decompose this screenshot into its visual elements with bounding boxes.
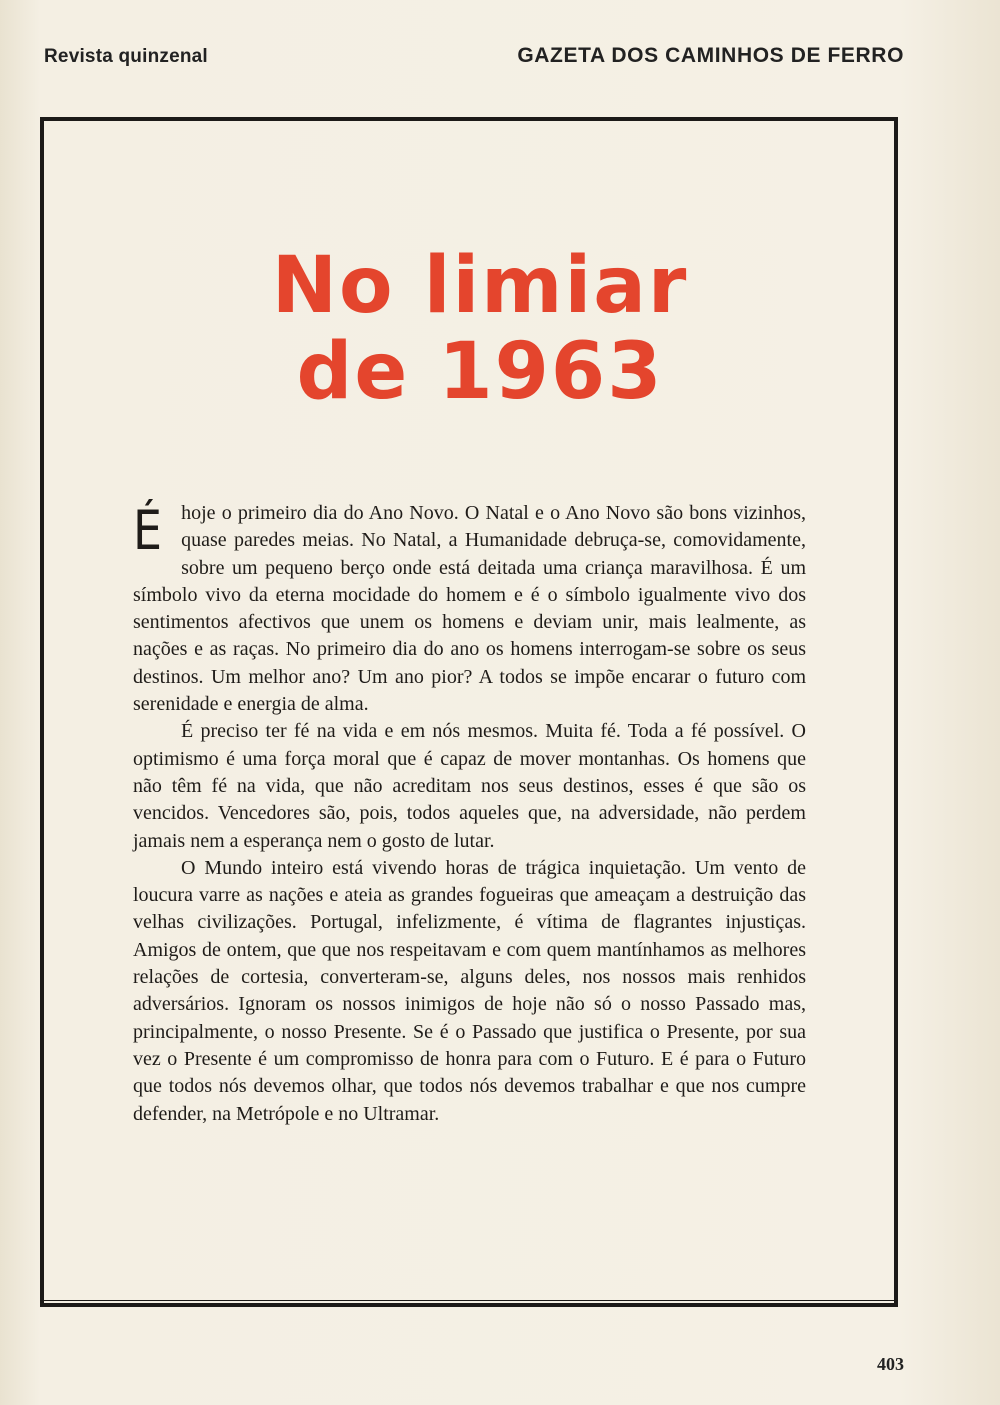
article-title-line-1: No limiar [271,241,689,331]
article-paragraph-1 [133,500,806,718]
page-number: 403 [877,1354,904,1374]
frame-bottom-rule [40,1300,898,1307]
article-body [133,500,806,1128]
article-title-line-2: de 1963 [296,327,664,417]
article-paragraph-3: O Mundo inteiro está vivendo horas de trágica inquietação. Um vento de loucura varre as nações e ateia as grandes fogueiras que ameaçam a destruição das velhas civilizações. Portugal, infelizmente, é vítima de flagrantes injustiças. Amigos de ontem, que que nos respeitavam e com quem mantínhamos as melhores relações de cortesia, converteram-se, alguns deles, nos nossos mais renhidos adversários. Ignoram os nossos inimigos de hoje não só o nosso Passado mas, principalmente, o nosso Presente. Se é o Passado que justifica o Presente, por sua vez o Presente é um compromisso de honra para com o Futuro. E é para o Futuro que todos nós devemos olhar, que todos nós devemos trabalhar e que nos cumpre defender, na Metrópole e no Ultramar. [133,856,806,1125]
drop-cap: É [133,499,163,562]
header-journal-title: GAZETA DOS CAMINHOS DE FERRO [517,44,904,67]
article-paragraph-1-text: hoje o primeiro dia do Ano Novo. O Natal e o Ano Novo são bons vizinhos, quase paredes meias. No Natal, a Humanidade debruça-se, comovidamente, sobre um pequeno berço onde está deitada uma criança maravilhosa. É um símbolo vivo da eterna mocidade do homem e é o símbolo igualmente vivo dos sentimentos afectivos que unem os homens e deviam unir, mais lealmente, as nações e as raças. No primeiro dia do ano os homens interrogam-se sobre os seus destinos. Um melhor ano? Um ano pior? A todos se impõe encarar o futuro com serenidade e energia de alma. [133,502,806,716]
article-paragraph-2: É preciso ter fé na vida e em nós mesmos. Muita fé. Toda a fé possível. O optimismo é uma força moral que é capaz de mover montanhas. Os homens que não têm fé na vida, que não acreditam nos seus destinos, esses é que são os vencidos. Vencedores são, pois, todos aqueles que, na adversidade, não perdem jamais nem a esperança nem o gosto de lutar. [133,720,806,852]
header-publication-frequency: Revista quinzenal [44,46,208,67]
